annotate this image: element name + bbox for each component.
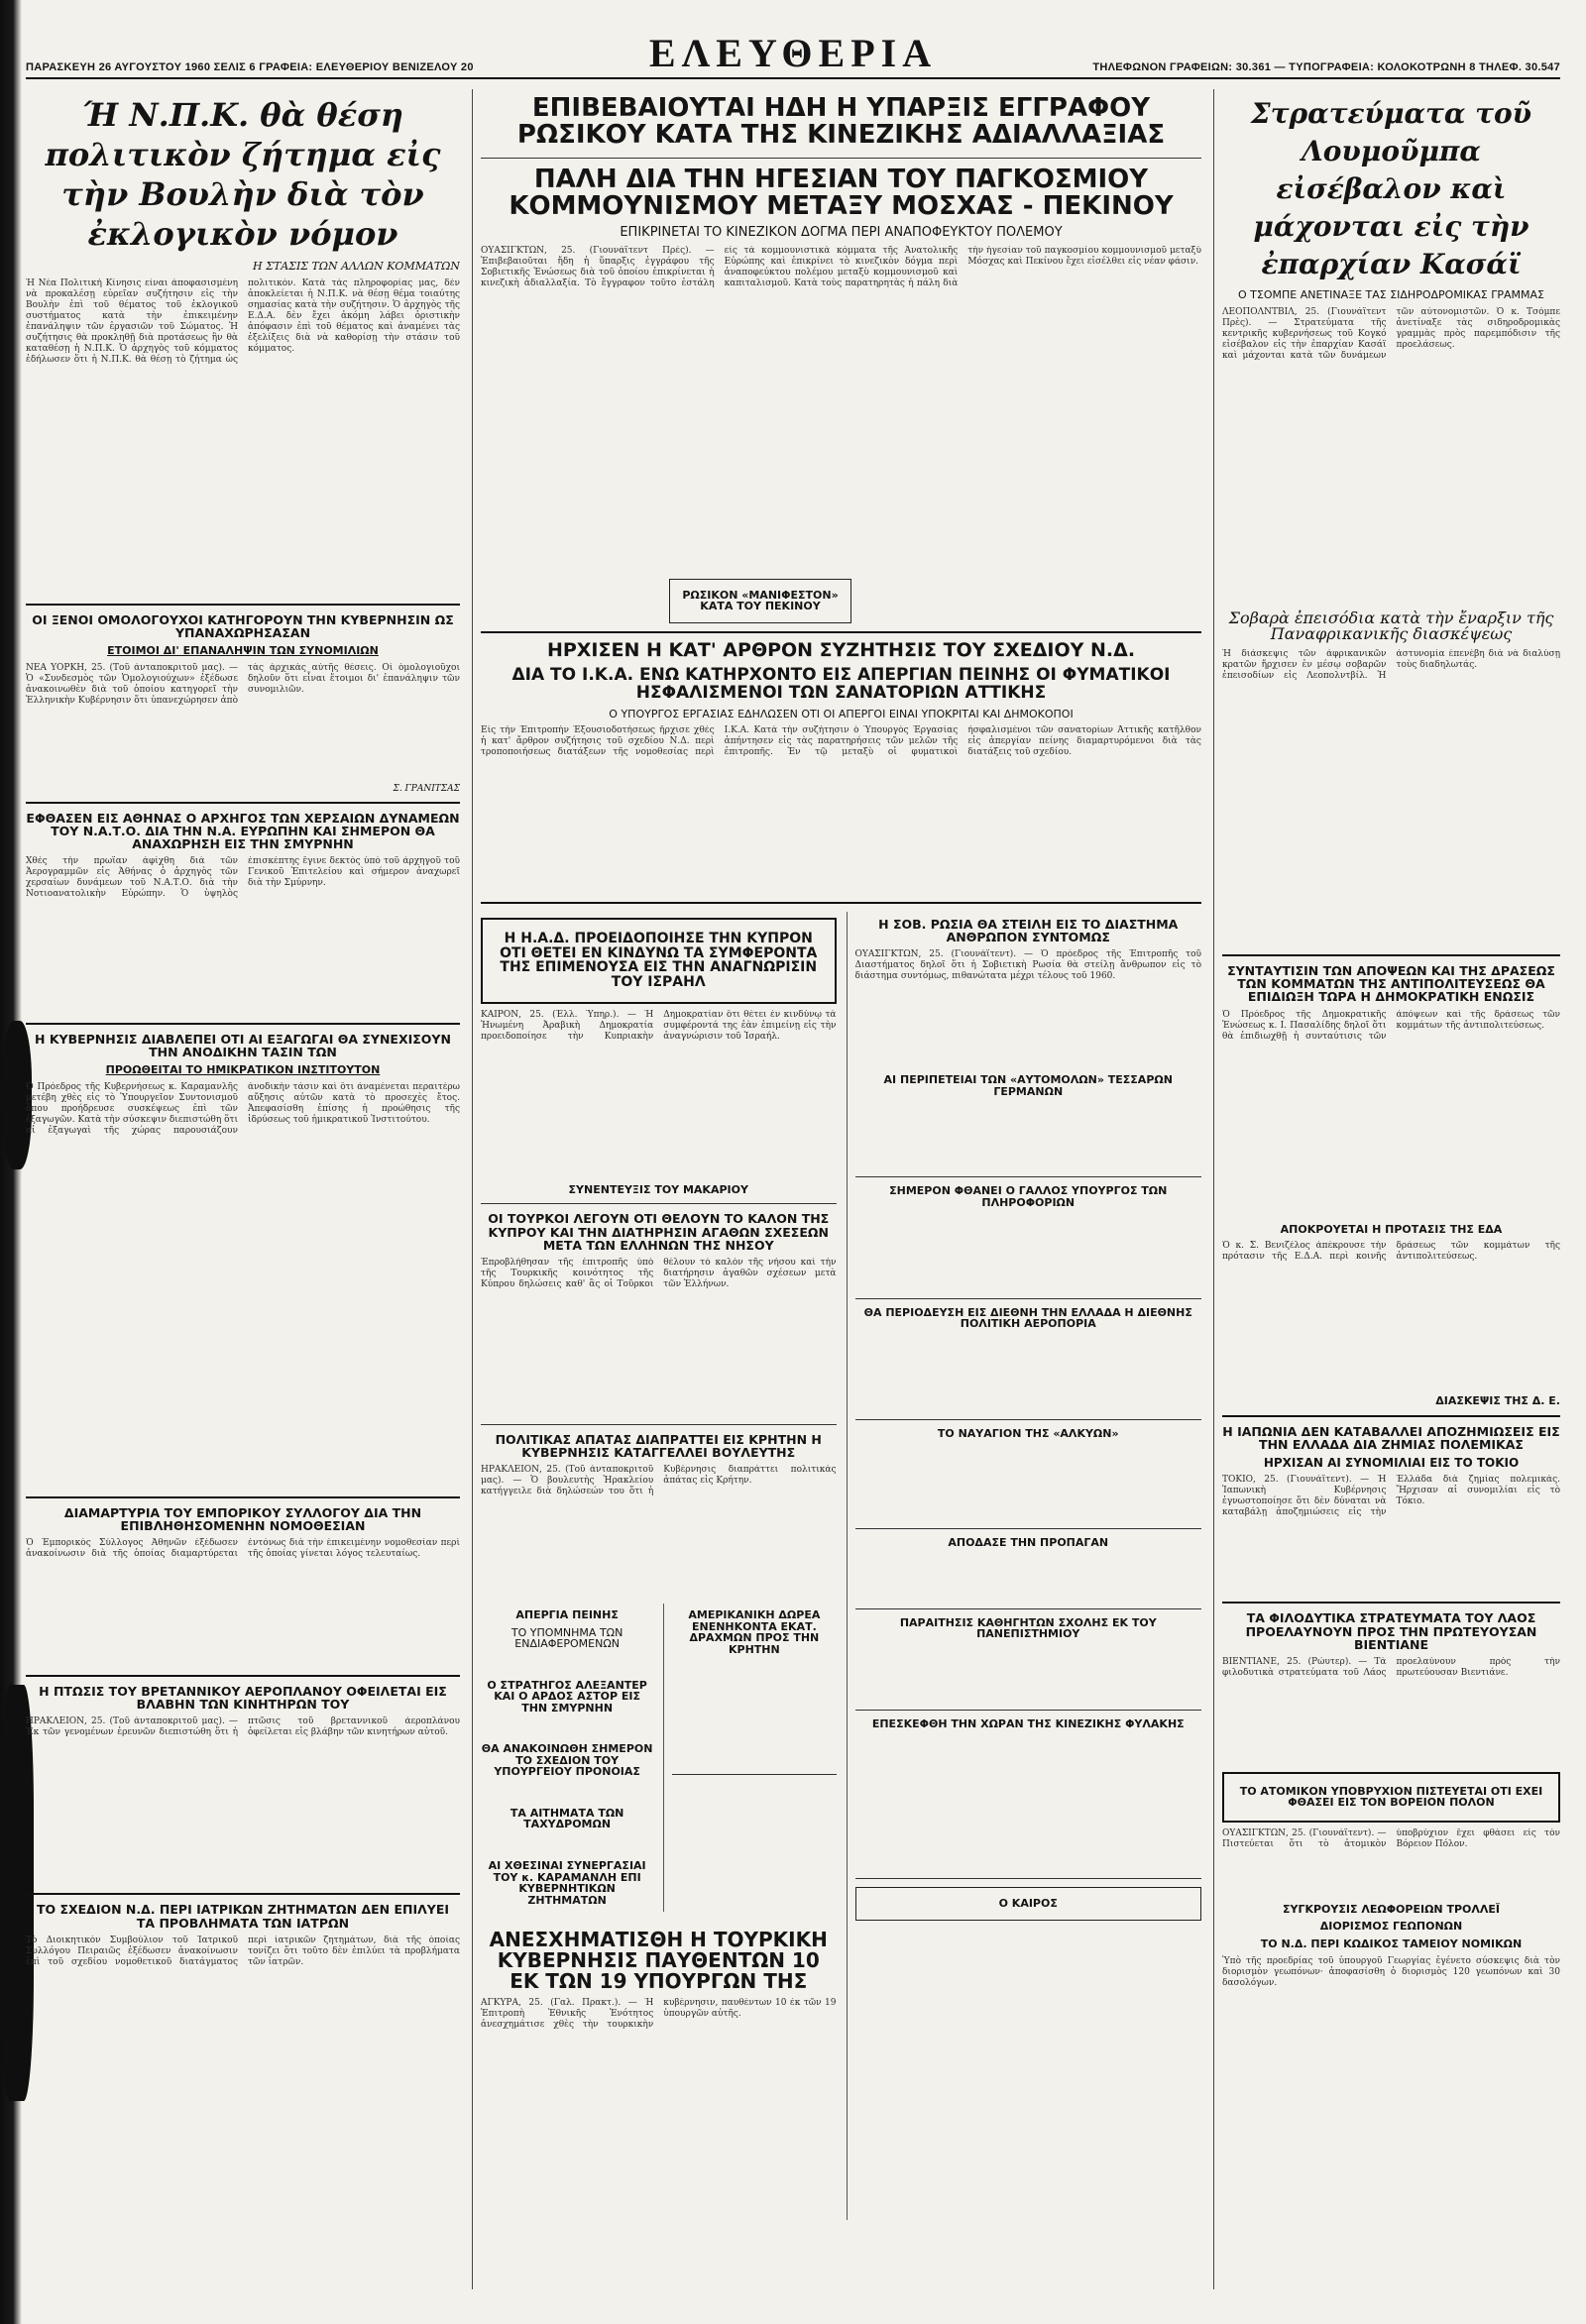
subgrid-left xyxy=(481,1604,653,1912)
divider xyxy=(855,1419,1202,1420)
submarine-headline: ΤΟ ΑΤΟΜΙΚΟΝ ΥΠΟΒΡΥΧΙΟΝ ΠΙΣΤΕΥΕΤΑΙ ΟΤΙ ΕΧΕΙ ΦΘΑΣΕΙ ΕΙΣ ΤΟΝ ΒΟΡΕΙΟΝ ΠΟΛΟΝ xyxy=(1239,1784,1543,1810)
submarine-body: ΟΥΑΣΙΓΚΤΩΝ, 25. (Γιουνάϊτεντ). — Πιστεύεται ὅτι τὸ ἀτομικὸν ὑποβρύχιον ἔχει φθάσει εἰς τὸν Βόρειον Πόλον. xyxy=(1222,1827,1560,1849)
main-banner-line-2: ΠΑΛΗ ΔΙΑ ΤΗΝ ΗΓΕΣΙΑΝ ΤΟΥ ΠΑΓΚΟΣΜΙΟΥ ΚΟΜΜΟΥΝΙΣΜΟΥ ΜΕΤΑΞΥ ΜΟΣΧΑΣ - ΠΕΚΙΝΟΥ xyxy=(509,164,1174,221)
divider xyxy=(481,1203,837,1204)
xenoi-subhead: ΕΤΟΙΜΟΙ ΔΙ' ΕΠΑΝΑΛΗΨΙΝ ΤΩΝ ΣΥΝΟΜΙΛΙΩΝ xyxy=(107,644,379,658)
eda-headline: ΑΠΟΚΡΟΥΕΤΑΙ Η ΠΡΟΤΑΣΙΣ ΤΗΣ ΕΔΑ xyxy=(1280,1222,1503,1236)
submarine-box xyxy=(1222,1772,1560,1823)
right-column xyxy=(1213,89,1560,2289)
ussr-space-body: ΟΥΑΣΙΓΚΤΩΝ, 25. (Γιουνάϊτεντ). — Ὁ πρόεδρος τῆς Ἐπιτροπῆς τοῦ Διαστήματος δηλοῖ ὅτι ἡ Σοβιετικὴ Ρωσία θὰ στείλῃ ἄνθρωπον εἰς τὸ διάστημα συντόμως, πιθανώτατα μέχρι τέλους τοῦ 1960. xyxy=(854,949,1201,982)
makarios-headline: ΣΥΝΕΝΤΕΥΞΙΣ ΤΟΥ ΜΑΚΑΡΙΟΥ xyxy=(568,1182,748,1196)
center-lower-right xyxy=(847,912,1202,2220)
manifesto-box xyxy=(669,579,851,623)
center-lower-left xyxy=(481,912,837,2220)
date-line: ΠΑΡΑΣΚΕΥΗ 26 ΑΥΓΟΥΣΤΟΥ 1960 ΣΕΛΙΣ 6 ΓΡΑΦΕΙΑ: ΕΛΕΥΘΕΡΙΟΥ ΒΕΝΙΖΕΛΟΥ 20 xyxy=(26,61,474,73)
divider xyxy=(26,1893,460,1895)
trade-association-body: Ὁ Ἐμπορικὸς Σύλλογος Ἀθηνῶν ἐξέδωσεν ἀνακοίνωσιν διὰ τῆς ὁποίας διαμαρτύρεται ἐντόνως διὰ τὴν ἐπικειμένην νομοθεσίαν περὶ τῆς ὁποίας γίνεται λόγος τελευταίως. xyxy=(26,1538,460,1560)
japan-body: ΤΟΚΙΟ, 25. (Γιουνάϊτεντ). — Ἡ Ἰαπωνικὴ Κυβέρνησις ἐγνωστοποίησε ὅτι δὲν δύναται νὰ καταβάλῃ ἀποζημιώσεις εἰς τὴν Ἑλλάδα διὰ ζημίας πολεμικάς. Ἤρχισαν αἱ συνομιλίαι εἰς τὸ Τόκιο. xyxy=(1222,1475,1560,1518)
alexander-headline: Ο ΣΤΡΑΤΗΓΟΣ ΑΛΕΞΑΝΤΕΡ ΚΑΙ Ο ΑΡΔΟΣ ΑΣΤΟΡ ΕΙΣ ΤΗΝ ΣΜΥΡΝΗΝ xyxy=(487,1678,647,1715)
xenoi-signature: Σ. ΓΡΑΝΙΤΣΑΣ xyxy=(393,783,460,794)
karamanlis-meetings-headline: ΑΙ ΧΘΕΣΙΝΑΙ ΣΥΝΕΡΓΑΣΙΑΙ ΤΟΥ κ. ΚΑΡΑΜΑΝΛΗ ΕΠΙ ΚΥΒΕΡΝΗΤΙΚΩΝ ΖΗΤΗΜΑΤΩΝ xyxy=(488,1859,646,1907)
divider xyxy=(26,604,460,606)
collision-headline: ΣΥΓΚΡΟΥΣΙΣ ΛΕΩΦΟΡΕΙΩΝ ΤΡΟΛΛΕΪ xyxy=(1282,1902,1501,1916)
columns xyxy=(26,89,1560,2289)
divider xyxy=(855,1176,1202,1177)
weather-headline: Ο ΚΑΙΡΟΣ xyxy=(998,1897,1058,1911)
guard-headline: ΕΠΕΣΚΕΦΘΗ ΤΗΝ ΧΩΡΑΝ ΤΗΣ ΚΙΝΕΖΙΚΗΣ ΦΥΛΑΚΗΣ xyxy=(871,1716,1185,1730)
divider xyxy=(672,1774,836,1775)
divider xyxy=(855,1878,1202,1879)
welfare-ministry-headline: ΘΑ ΑΝΑΚΟΙΝΩΘΗ ΣΗΜΕΡΟΝ ΤΟ ΣΧΕΔΙΟΝ ΤΟΥ ΥΠΟΥΡΓΕΙΟΥ ΠΡΟΝΟΙΑΣ xyxy=(481,1742,653,1779)
left-lead-subhead: Η ΣΤΑΣΙΣ ΤΩΝ ΑΛΛΩΝ ΚΟΜΜΑΤΩΝ xyxy=(253,260,460,273)
panafrican-headline: Σοβαρὰ ἐπεισόδια κατὰ τὴν ἔναρξιν τῆς Παναφρικανικῆς διασκέψεως xyxy=(1228,608,1554,644)
lawyers-fund-headline: ΤΟ Ν.Δ. ΠΕΡΙ ΚΩΔΙΚΟΣ ΤΑΜΕΙΟΥ ΝΟΜΙΚΩΝ xyxy=(1260,1937,1523,1951)
newspaper-page xyxy=(26,28,1560,2299)
left-column xyxy=(26,89,460,2289)
main-banner-subhead: ΕΠΙΚΡΙΝΕΤΑΙ ΤΟ ΚΙΝΕΖΙΚΟΝ ΔΟΓΜΑ ΠΕΡΙ ΑΝΑΠΟΦΕΥΚΤΟΥ ΠΟΛΕΜΟΥ xyxy=(620,225,1063,241)
cyprus-headline: Η Η.Α.Δ. ΠΡΟΕΙΔΟΠΟΙΗΣΕ ΤΗΝ ΚΥΠΡΟΝ ΟΤΙ ΘΕΤΕΙ ΕΝ ΚΙΝΔΥΝΩ ΤΑ ΣΥΜΦΕΡΟΝΤΑ ΤΗΣ ΕΠΙΜΕΝΟΥΣΑ ΕΙΣ ΤΗΝ ΑΝΑΓΝΩΡΙΣΙΝ ΤΟΥ ΙΣΡΑΗΛ xyxy=(500,931,818,991)
right-lead-body: ΛΕΟΠΟΛΝΤΒΙΛ, 25. (Γιουνάϊτεντ Πρὲς). — Στρατεύματα τῆς κεντρικῆς κυβερνήσεως τοῦ Κογκό εἰσέβαλον εἰς τὴν ἐπαρχίαν Κασάϊ καὶ μάχονται κατὰ τῶν δυνάμεων τῶν αὐτονομιστῶν. Ὁ κ. Τσόμπε ἀνετίναξε τὰς σιδηροδρομικὰς γραμμὰς πρὸς παρεμπόδισιν τῆς προελάσεως. xyxy=(1222,306,1560,361)
turks-body: Ἐπροβλήθησαν τῆς ἐπιτροπῆς ὑπὸ τῆς Τουρκικῆς κοινότητος τῆς Κύπρου δηλώσεις καθ' ἃς οἱ Τοῦρκοι θέλουν τὸ καλὸν τῆς νήσου καὶ τὴν διατήρησιν ἀγαθῶν σχέσεων μετὰ τῶν Ἑλλήνων. xyxy=(481,1257,837,1289)
hunger-strike-headline: ΑΠΕΡΓΙΑ ΠΕΙΝΗΣ xyxy=(515,1608,619,1622)
left-lead-headline: Ή Ν.Π.Κ. θὰ θέση πολιτικὸν ζήτημα εἰς τὴν Βουλὴν διὰ τὸν ἐκλογικὸν νόμον xyxy=(45,96,441,253)
center-lower-grid xyxy=(481,912,1201,2220)
ika-subhead: Ο ΥΠΟΥΡΓΟΣ ΕΡΓΑΣΙΑΣ ΕΔΗΛΩΣΕΝ ΟΤΙ ΟΙ ΑΠΕΡΓΟΙ ΕΙΝΑΙ ΥΠΟΚΡΙΤΑΙ ΚΑΙ ΔΗΜΟΚΟΠΟΙ xyxy=(609,707,1074,720)
center-column xyxy=(472,89,1201,2289)
divider xyxy=(26,1023,460,1025)
masthead-bar xyxy=(26,28,1560,79)
french-minister-headline: ΣΗΜΕΡΟΝ ΦΘΑΝΕΙ Ο ΓΑΛΛΟΣ ΥΠΟΥΡΓΟΣ ΤΩΝ ΠΛΗΡΟΦΟΡΙΩΝ xyxy=(889,1184,1168,1209)
crete-body: ΗΡΑΚΛΕΙΟΝ, 25. (Τοῦ ἀνταποκριτοῦ μας). — Ὁ βουλευτὴς Ἡρακλείου κατήγγειλε διὰ δηλώσεών του ὅτι ἡ Κυβέρνησις διαπράττει πολιτικὰς ἀπάτας εἰς Κρήτην. xyxy=(481,1465,837,1497)
shipwreck-headline: ΤΟ ΝΑΥΑΓΙΟΝ ΤΗΣ «ΑΛΚΥΩΝ» xyxy=(937,1426,1119,1440)
propaganda-headline: ΑΠΟΔΑΣΕ ΤΗΝ ΠΡΟΠΑΓΑΝ xyxy=(948,1536,1109,1550)
doctors-body: Τὸ Διοικητικὸν Συμβούλιον τοῦ Ἰατρικοῦ Συλλόγου Πειραιῶς ἐξέδωσεν ἀνακοίνωσιν ἐπὶ τοῦ σχεδίου νομοθετικοῦ διατάγματος περὶ ἰατρικῶν ζητημάτων, διὰ τῆς ὁποίας τονίζει ὅτι τοῦτο δὲν ἐπιλύει τὰ προβλήματα τῶν ἰατρῶν. xyxy=(26,1935,460,1967)
exports-body: Ὁ Πρόεδρος τῆς Κυβερνήσεως κ. Καραμανλῆς μετέβη χθὲς εἰς τὸ Ὑπουργεῖον Συντονισμοῦ ὅπου προήδρευσε συσκέψεως ἐπὶ τῶν ἐξαγωγῶν. Κατὰ τὴν σύσκεψιν διεπιστώθη ὅτι αἱ ἐξαγωγαὶ τῆς χώρας παρουσιάζουν ἀνοδικὴν τάσιν καὶ ὅτι ἀναμένεται περαιτέρω αὔξησις αὐτῶν κατὰ τὸ προσεχὲς ἔτος. Ἀπεφασίσθη ἐπίσης ἡ προώθησις τῆς ἱδρύσεως τοῦ ἡμικρατικοῦ Ἰνστιτούτου. xyxy=(26,1081,460,1136)
crete-headline: ΠΟΛΙΤΙΚΑΣ ΑΠΑΤΑΣ ΔΙΑΠΡΑΤΤΕΙ ΕΙΣ ΚΡΗΤΗΝ Η ΚΥΒΕΡΝΗΣΙΣ ΚΑΤΑΓΓΕΛΛΕΙ ΒΟΥΛΕΥΤΗΣ xyxy=(495,1431,822,1460)
divider xyxy=(855,1528,1202,1529)
exports-subhead: ΠΡΟΩΘΕΙΤΑΙ ΤΟ ΗΜΙΚΡΑΤΙΚΟΝ ΙΝΣΤΙΤΟΥΤΟΝ xyxy=(105,1063,381,1077)
panafrican-body: Ἡ διάσκεψις τῶν ἀφρικανικῶν κρατῶν ἤρχισεν ἐν μέσῳ σοβαρῶν ἐπεισοδίων εἰς Λεοπολντβίλ. Ἡ ἀστυνομία ἐπενέβη διὰ νὰ διαλύσῃ τοὺς διαδηλωτάς. xyxy=(1222,649,1560,682)
agronomists-headline: ΔΙΟΡΙΣΜΟΣ ΓΕΩΠΟΝΩΝ xyxy=(1319,1920,1463,1934)
japan-headline: Η ΙΑΠΩΝΙΑ ΔΕΝ ΚΑΤΑΒΑΛΛΕΙ ΑΠΟΖΗΜΙΩΣΕΙΣ ΕΙΣ ΤΗΝ ΕΛΛΑΔΑ ΔΙΑ ΖΗΜΙΑΣ ΠΟΛΕΜΙΚΑΣ xyxy=(1222,1423,1560,1452)
american-donation-headline: ΑΜΕΡΙΚΑΝΙΚΗ ΔΩΡΕΑ ΕΝΕΝΗΚΟΝΤΑ ΕΚΑΤ. ΔΡΑΧΜΩΝ ΠΡΟΣ ΤΗΝ ΚΡΗΤΗΝ xyxy=(688,1608,821,1656)
divider xyxy=(481,902,1201,904)
aviation-headline: ΘΑ ΠΕΡΙΟΔΕΥΣΗ ΕΙΣ ΔΙΕΘΝΗ ΤΗΝ ΕΛΛΑΔΑ Η ΔΙΕΘΝΗΣ ΠΟΛΙΤΙΚΗ ΑΕΡΟΠΟΡΙΑ xyxy=(863,1305,1192,1331)
divider xyxy=(26,1675,460,1677)
germans-headline: ΑΙ ΠΕΡΙΠΕΤΕΙΑΙ ΤΩΝ «ΑΥΤΟΜΟΛΩΝ» ΤΕΣΣΑΡΩΝ ΓΕΡΜΑΝΩΝ xyxy=(883,1073,1173,1098)
divider xyxy=(26,1496,460,1498)
divider xyxy=(481,158,1201,159)
divider xyxy=(1222,1602,1560,1604)
divider xyxy=(855,1608,1202,1609)
turks-headline: ΟΙ ΤΟΥΡΚΟΙ ΛΕΓΟΥΝ ΟΤΙ ΘΕΛΟΥΝ ΤΟ ΚΑΛΟΝ ΤΗΣ ΚΥΠΡΟΥ ΚΑΙ ΤΗΝ ΔΙΑΤΗΡΗΣΙΝ ΑΓΑΘΩΝ ΣΧΕΣΕΩΝ ΜΕΤΑ ΤΩΝ ΕΛΛΗΝΩΝ ΤΗΣ ΝΗΣΟΥ xyxy=(488,1211,830,1253)
eda-body: Ὁ κ. Σ. Βενιζέλος ἀπέκρουσε τὴν πρότασιν τῆς Ε.Δ.Α. περὶ κοινῆς δράσεως τῶν κομμάτων τῆς ἀντιπολιτεύσεως. xyxy=(1222,1241,1560,1263)
main-banner-line-1: ΕΠΙΒΕΒΑΙΟΥΤΑΙ ΗΔΗ Η ΥΠΑΡΞΙΣ ΕΓΓΡΑΦΟΥ ΡΩΣΙΚΟΥ ΚΑΤΑ ΤΗΣ ΚΙΝΕΖΙΚΗΣ ΑΔΙΑΛΛΑΞΙΑΣ xyxy=(516,93,1166,151)
divider xyxy=(481,631,1201,633)
right-lead-subhead: Ο ΤΣΟΜΠΕ ΑΝΕΤΙΝΑΞΕ ΤΑΣ ΣΙΔΗΡΟΔΡΟΜΙΚΑΣ ΓΡΑΜΜΑΣ xyxy=(1238,288,1544,301)
nato-headline: ΕΦΘΑΣΕΝ ΕΙΣ ΑΘΗΝΑΣ Ο ΑΡΧΗΓΟΣ ΤΩΝ ΧΕΡΣΑΙΩΝ ΔΥΝΑΜΕΩΝ ΤΟΥ Ν.Α.Τ.Ο. ΔΙΑ ΤΗΝ Ν.Α. ΕΥΡΩΠΗΝ ΚΑΙ ΣΗΜΕΡΟΝ ΘΑ ΑΝΑΧΩΡΗΣΗ ΕΙΣ ΤΗΝ ΣΜΥΡΝΗΝ xyxy=(26,810,460,852)
laos-headline: ΤΑ ΦΙΛΟΔΥΤΙΚΑ ΣΤΡΑΤΕΥΜΑΤΑ ΤΟΥ ΛΑΟΣ ΠΡΟΕΛΑΥΝΟΥΝ ΠΡΟΣ ΤΗΝ ΠΡΩΤΕΥΟΥΣΑΝ ΒΙΕΝΤΙΑΝΕ xyxy=(1245,1610,1537,1652)
exports-headline: Η ΚΥΒΕΡΝΗΣΙΣ ΔΙΑΒΛΕΠΕΙ ΟΤΙ ΑΙ ΕΞΑΓΩΓΑΙ ΘΑ ΣΥΝΕΧΙΣΟΥΝ ΤΗΝ ΑΝΟΔΙΚΗΝ ΤΑΣΙΝ ΤΩΝ xyxy=(35,1032,451,1060)
nato-body: Χθὲς τὴν πρωΐαν ἀφίχθη διὰ τῶν Ἀερογραμμῶν εἰς Ἀθήνας ὁ ἀρχηγὸς τῶν χερσαίων δυνάμεων τοῦ Ν.Α.Τ.Ο. διὰ τὴν Νοτιοανατολικὴν Εὐρώπην. Ὁ ὑψηλὸς ἐπισκέπτης ἔγινε δεκτὸς ὑπὸ τοῦ ἀρχηγοῦ τοῦ Γενικοῦ Ἐπιτελείου καὶ σήμερον ἀναχωρεῖ διὰ τὴν Σμύρνην. xyxy=(26,856,460,900)
laos-body: ΒΙΕΝΤΙΑΝΕ, 25. (Ρώυτερ). — Τὰ φιλοδυτικὰ στρατεύματα τοῦ Λάος προελαύνουν πρὸς τὴν πρωτεύουσαν Βιεντιάνε. xyxy=(1222,1656,1560,1678)
cyprus-box xyxy=(481,918,837,1004)
professors-headline: ΠΑΡΑΙΤΗΣΙΣ ΚΑΘΗΓΗΤΩΝ ΣΧΟΛΗΣ ΕΚ ΤΟΥ ΠΑΝΕΠΙΣΤΗΜΙΟΥ xyxy=(899,1615,1157,1641)
memorandum-headline: ΤΟ ΥΠΟΜΝΗΜΑ ΤΩΝ ΕΝΔΙΑΦΕΡΟΜΕΝΩΝ xyxy=(510,1625,623,1651)
subgrid-right xyxy=(663,1604,836,1912)
phones-line: ΤΗΛΕΦΩΝΟΝ ΓΡΑΦΕΙΩΝ: 30.361 — ΤΥΠΟΓΡΑΦΕΙΑ: ΚΟΛΟΚΟΤΡΩΝΗ 8 ΤΗΛΕΦ. 30.547 xyxy=(1092,61,1560,73)
masthead-title: ΕΛΕΥΘΕΡΙΑ xyxy=(648,31,938,75)
divider xyxy=(1222,1415,1560,1417)
divider xyxy=(1222,954,1560,956)
opposition-body: Ὁ Πρόεδρος τῆς Δημοκρατικῆς Ἑνώσεως κ. Ι. Πασαλίδης δηλοῖ ὅτι θὰ ἐπιδιωχθῇ ἡ συνταύτισις τῶν ἀπόψεων καὶ τῆς δράσεως τῶν κομμάτων τῆς ἀντιπολιτεύσεως. xyxy=(1222,1009,1560,1042)
xenoi-body: ΝΕΑ ΥΟΡΚΗ, 25. (Τοῦ ἀνταποκριτοῦ μας). — Ὁ «Συνδεσμὸς τῶν Ὁμολογιούχων» ἐξέδωσε ἀνακοινωθὲν διὰ τοῦ ὁποίου κατηγορεῖ τὴν Ἑλληνικὴν Κυβέρνησιν ὅτι ὑπανεχώρησεν ἀπὸ τὰς ἀρχικὰς αὐτῆς θέσεις. Οἱ ὁμολογιοῦχοι δηλοῦν ὅτι εἶναι ἕτοιμοι δι' ἐπανάληψιν τῶν συνομιλιῶν. xyxy=(26,662,460,706)
ika-body: Εἰς τὴν Ἐπιτροπὴν Ἐξουσιοδοτήσεως ἤρχισε χθὲς ἡ κατ' ἄρθρον συζήτησις τοῦ σχεδίου Ν.Δ. περὶ τροποποιήσεως διατάξεων τῆς νομοθεσίας περὶ Ι.Κ.Α. Κατὰ τὴν συζήτησιν ὁ Ὑπουργὸς Ἐργασίας ἀπήντησεν εἰς τὰς παρατηρήσεις τῶν μελῶν τῆς ἐπιτροπῆς. Ἐν τῷ μεταξὺ οἱ φυματικοὶ ἠσφαλισμένοι τῶν σανατορίων Ἀττικῆς κατῆλθον εἰς ἀπεργίαν πείνης διαμαρτυρόμενοι διὰ τὰς διατάξεις τοῦ σχεδίου. xyxy=(481,725,1201,758)
japan-subhead: ΗΡΧΙΣΑΝ ΑΙ ΣΥΝΟΜΙΛΙΑΙ ΕΙΣ ΤΟ ΤΟΚΙΟ xyxy=(1263,1455,1520,1470)
right-lead-headline: Στρατεύματα τοῦ Λουμοῦμπα εἰσέβαλον καὶ μάχονται εἰς τὴν ἐπαρχίαν Κασάϊ xyxy=(1250,97,1532,280)
left-lead-body: Ἡ Νέα Πολιτική Κίνησις εἶναι ἀποφασισμένη νὰ προκαλέσῃ εὑρεῖαν συζήτησιν εἰς τὴν Βουλὴν ἐπὶ τοῦ θέματος τοῦ ἐκλογικοῦ συστήματος κατὰ τὴν ἐπικειμένην ἐπανάληψιν τῶν ἐργασιῶν τοῦ Σώματος. Ἡ συζήτησις θὰ προκληθῇ διὰ προτάσεως ἣν θὰ καταθέσῃ ἡ Ν.Π.Κ. Ὁ ἀρχηγὸς τοῦ κόμματος ἐδήλωσεν ὅτι ἡ Ν.Π.Κ. θὰ θέσῃ τὸ ζήτημα ὡς πολιτικὸν. Κατὰ τὰς πληροφορίας μας, δὲν ἀποκλείεται ἡ Ν.Π.Κ. νὰ θέσῃ θέμα τοιαύτης σημασίας κατὰ τὴν συζήτησιν. Ὁ ἀρχηγὸς τῆς Ε.Δ.Α. δὲν ἔχει ἀκόμη λάβει ὁριστικὴν ἀπόφασιν ἐπὶ τοῦ θέματος καὶ ἀναμένει τὰς ἐξελίξεις διὰ νὰ καθορίσῃ τὴν στάσιν τοῦ κόμματος. xyxy=(26,278,460,365)
turkish-govt-headline: ΑΝΕΣΧΗΜΑΤΙΣΘΗ Η ΤΟΥΡΚΙΚΗ ΚΥΒΕΡΝΗΣΙΣ ΠΑΥΘΕΝΤΩΝ 10 ΕΚ ΤΩΝ 19 ΥΠΟΥΡΓΩΝ ΤΗΣ xyxy=(489,1928,828,1994)
xenoi-headline: ΟΙ ΞΕΝΟΙ ΟΜΟΛΟΓΟΥΧΟΙ ΚΑΤΗΓΟΡΟΥΝ ΤΗΝ ΚΥΒΕΡΝΗΣΙΝ ΩΣ ΥΠΑΝΑΧΩΡΗΣΑΣΑΝ xyxy=(32,612,454,641)
trade-association-headline: ΔΙΑΜΑΡΤΥΡΙΑ ΤΟΥ ΕΜΠΟΡΙΚΟΥ ΣΥΛΛΟΓΟΥ ΔΙΑ ΤΗΝ ΕΠΙΒΛΗΘΗΣΟΜΕΝΗΝ ΝΟΜΟΘΕΣΙΑΝ xyxy=(63,1504,422,1534)
doctors-headline: ΤΟ ΣΧΕΔΙΟΝ Ν.Δ. ΠΕΡΙ ΙΑΤΡΙΚΩΝ ΖΗΤΗΜΑΤΩΝ ΔΕΝ ΕΠΙΛΥΕΙ ΤΑ ΠΡΟΒΛΗΜΑΤΑ ΤΩΝ ΙΑΤΡΩΝ xyxy=(36,1902,450,1931)
plane-crash-headline: Η ΠΤΩΣΙΣ ΤΟΥ ΒΡΕΤΑΝΝΙΚΟΥ ΑΕΡΟΠΛΑΝΟΥ ΟΦΕΙΛΕΤΑΙ ΕΙΣ ΒΛΑΒΗΝ ΤΩΝ ΚΙΝΗΤΗΡΩΝ ΤΟΥ xyxy=(39,1684,447,1713)
divider xyxy=(481,1424,837,1425)
divider xyxy=(855,1298,1202,1299)
ussr-space-headline: Η ΣΟΒ. ΡΩΣΙΑ ΘΑ ΣΤΕΙΛΗ ΕΙΣ ΤΟ ΔΙΑΣΤΗΜΑ ΑΝΘΡΩΠΟΝ ΣΥΝΤΟΜΩΣ xyxy=(878,917,1179,945)
main-banner-body: ΟΥΑΣΙΓΚΤΩΝ, 25. (Γιουνάϊτεντ Πρὲς). — Ἐπιβεβαιοῦται ἤδη ἡ ὕπαρξις ἐγγράφου τῆς Σοβιετικῆς Ἑνώσεως διὰ τοῦ ὁποίου ἐπικρίνεται ἡ κινεζικὴ ἀδιαλλαξία. Τὸ ἔγγραφον τοῦτο ἐστάλη εἰς τὰ κομμουνιστικὰ κόμματα τῆς Ἀνατολικῆς Εὐρώπης καὶ ἐπικρίνει τὸ κινεζικὸν δόγμα περὶ ἀναποφεύκτου πολέμου μεταξὺ κομμουνισμοῦ καὶ καπιταλισμοῦ. Κατὰ τοὺς παρατηρητὰς ἡ πάλη διὰ τὴν ἡγεσίαν τοῦ παγκοσμίου κομμουνισμοῦ μεταξὺ Μόσχας καὶ Πεκίνου ἔχει εἰσέλθει εἰς νέαν φάσιν. xyxy=(481,245,1201,288)
plane-crash-body: ΗΡΑΚΛΕΙΟΝ, 25. (Τοῦ ἀνταποκριτοῦ μας). — Ἐκ τῶν γενομένων ἐρευνῶν διεπιστώθη ὅτι ἡ πτῶσις τοῦ βρεταννικοῦ ἀεροπλάνου ὀφείλεται εἰς βλάβην τῶν κινητήρων αὐτοῦ. xyxy=(26,1716,460,1738)
lawyers-fund-body: Ὑπὸ τῆς προεδρίας τοῦ ὑπουργοῦ Γεωργίας ἐγένετο σύσκεψις διὰ τὸν διορισμὸν γεωπόνων· ἀποφασίσθη ὁ διορισμὸς 120 γεωπόνων καὶ 30 δασολόγων. xyxy=(1222,1955,1560,1988)
ika-headline-2: ΔΙΑ ΤΟ Ι.Κ.Α. ΕΝΩ ΚΑΤΗΡΧΟΝΤΟ ΕΙΣ ΑΠΕΡΓΙΑΝ ΠΕΙΝΗΣ ΟΙ ΦΥΜΑΤΙΚΟΙ ΗΣΦΑΛΙΣΜΕΝΟΙ ΤΩΝ ΣΑΝΑΤΟΡΙΩΝ ΑΤΤΙΚΗΣ xyxy=(511,664,1171,703)
turkish-govt-body: ΑΓΚΥΡΑ, 25. (Γαλ. Πρακτ.). — Ἡ Ἐπιτροπὴ Ἐθνικῆς Ἑνότητος ἀνεσχημάτισε χθὲς τὴν τουρκικὴν κυβέρνησιν, παυθέντων 10 ἐκ τῶν 19 ὑπουργῶν αὐτῆς. xyxy=(481,1998,837,2031)
divider xyxy=(855,1710,1202,1711)
weather-box xyxy=(855,1887,1202,1921)
divider xyxy=(26,802,460,804)
opposition-headline: ΣΥΝΤΑΥΤΙΣΙΝ ΤΩΝ ΑΠΟΨΕΩΝ ΚΑΙ ΤΗΣ ΔΡΑΣΕΩΣ ΤΩΝ ΚΟΜΜΑΤΩΝ ΤΗΣ ΑΝΤΙΠΟΛΙΤΕΥΣΕΩΣ ΘΑ ΕΠΙΔΙΩΞΗ ΤΩΡΑ Η ΔΗΜΟΚΡΑΤΙΚΗ ΕΝΩΣΙΣ xyxy=(1227,963,1555,1005)
crete-subgrid xyxy=(481,1604,837,1912)
manifesto-title: ΡΩΣΙΚΟΝ «ΜΑΝΙΦΕΣΤΟΝ» ΚΑΤΑ ΤΟΥ ΠΕΚΙΝΟΥ xyxy=(682,588,839,613)
postmen-headline: ΤΑ ΑΙΤΗΜΑΤΑ ΤΩΝ ΤΑΧΥΔΡΟΜΩΝ xyxy=(510,1806,624,1831)
ika-headline-1: ΗΡΧΙΣΕΝ Η ΚΑΤ' ΑΡΘΡΟΝ ΣΥΖΗΤΗΣΙΣ ΤΟΥ ΣΧΕΔΙΟΥ Ν.Δ. xyxy=(546,638,1136,661)
de-conference-headline: ΔΙΑΣΚΕΨΙΣ ΤΗΣ Δ. Ε. xyxy=(1435,1394,1560,1408)
cyprus-body: ΚΑΪΡΟΝ, 25. (Ἑλλ. Ὑπηρ.). — Ἡ Ἡνωμένη Ἀραβικὴ Δημοκρατία προειδοποίησε τὴν Κυπριακὴν Δημοκρατίαν ὅτι θέτει ἐν κινδύνῳ τὰ συμφέροντά της ἐὰν ἐπιμείνῃ εἰς τὴν ἀναγνώρισιν τοῦ Ἰσραήλ. xyxy=(481,1009,837,1042)
